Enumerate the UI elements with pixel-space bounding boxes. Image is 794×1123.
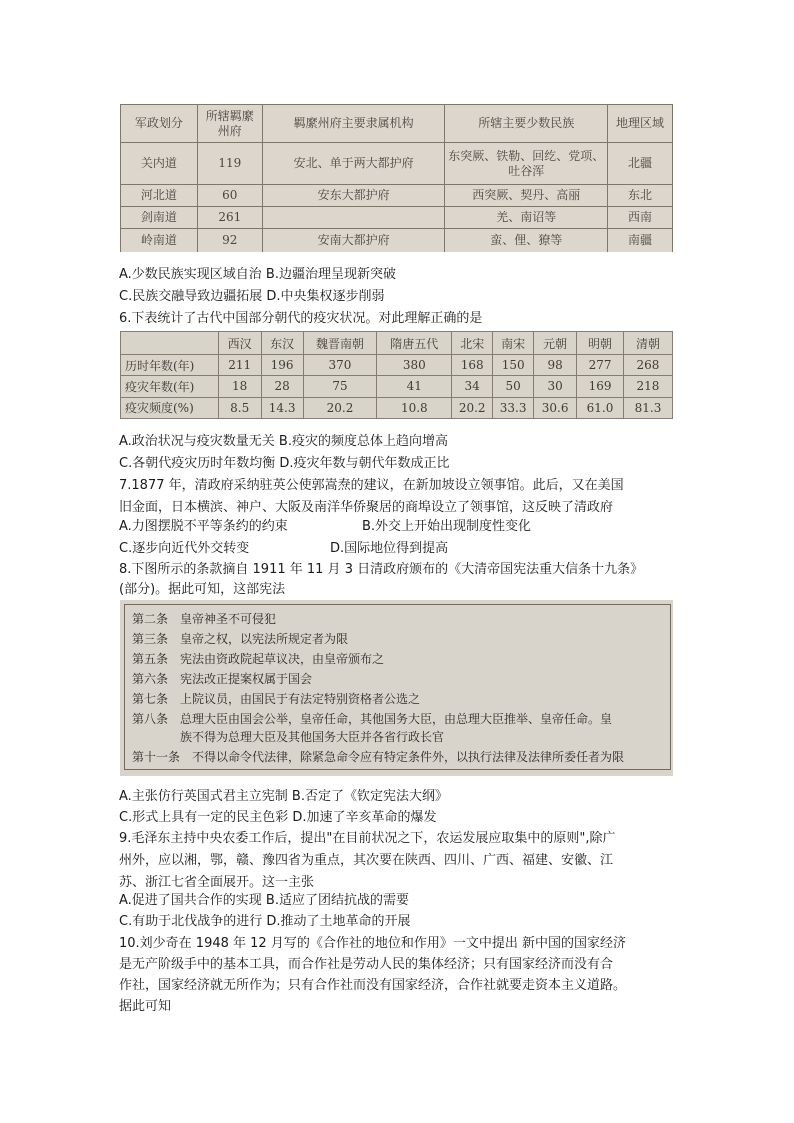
q7-option-c: C.逐步向近代外交转变 — [119, 541, 250, 556]
table-cell: 安北、单于两大都护府 — [262, 143, 445, 185]
table-cell: 81.3 — [623, 397, 672, 418]
table-cell: 370 — [303, 355, 377, 376]
table-header — [121, 332, 219, 355]
table-cell: 75 — [303, 376, 377, 397]
table-cell: 8.5 — [218, 397, 261, 418]
table-cell: 218 — [623, 376, 672, 397]
table-row — [121, 355, 673, 376]
table-cell: 蛮、俚、獠等 — [445, 229, 608, 253]
q5-options-line2: C.民族交融导致边疆拓展 D.中央集权逐步削弱 — [119, 289, 385, 304]
table-cell: 50 — [493, 376, 534, 397]
article-8-line1: 第八条 总理大臣由国会公举，皇帝任命，其他国务大臣，由总理大臣推举、皇帝任命。皇 — [132, 712, 613, 726]
table-cell: 安东大都护府 — [262, 185, 445, 207]
table-cell: 河北道 — [121, 185, 198, 207]
table-cell: 277 — [577, 355, 624, 376]
q8-stem-line2: (部分)。据此可知，这部宪法 — [119, 582, 286, 597]
table-header: 元朝 — [534, 332, 577, 355]
table-cell: 30 — [534, 376, 577, 397]
q5-options-line1: A.少数民族实现区域自治 B.边疆治理呈现新突破 — [119, 267, 396, 282]
table-cell: 119 — [197, 143, 262, 185]
article-8-line2: 族不得为总理大臣及其他国务大臣并各省行政长官 — [180, 730, 445, 744]
table-header-row — [121, 332, 673, 355]
q7-stem-line1: 7.1877 年，清政府采纳驻英公使郭嵩焘的建议，在新加坡设立领事馆。此后，又在美国 — [119, 478, 624, 493]
jimi-table — [120, 104, 673, 252]
table-cell: 380 — [377, 355, 452, 376]
table-cell: 60 — [197, 185, 262, 207]
table-cell: 261 — [197, 207, 262, 229]
q9-stem-line3: 苏、浙江七省全面展开。这一主张 — [119, 875, 315, 890]
table-cell: 61.0 — [577, 397, 624, 418]
table-cell: 268 — [623, 355, 672, 376]
table-cell: 北疆 — [608, 143, 673, 185]
q10-stem-line2: 是无产阶级手中的基本工具，而合作社是劳动人民的集体经济；只有国家经济而没有合 — [119, 957, 614, 972]
q7-option-a: A.力图摆脱不平等条约的约束 — [119, 519, 288, 534]
article-7: 第七条 上院议员，由国民于有法定特别资格者公选之 — [132, 692, 421, 706]
table-cell: 西突厥、契丹、高丽 — [445, 185, 608, 207]
table-header: 西汉 — [218, 332, 261, 355]
q7-option-b: B.外交上开始出现制度性变化 — [362, 519, 532, 534]
q9-stem-line1: 9.毛泽东主持中央农委工作后，提出"在目前状况之下，农运发展应取集中的原则",除广 — [119, 831, 616, 846]
article-2: 第二条 皇帝神圣不可侵犯 — [132, 612, 277, 626]
table-cell — [262, 207, 445, 229]
table-row — [121, 397, 673, 418]
constitution-excerpt-image — [120, 600, 673, 776]
table-cell: 20.2 — [303, 397, 377, 418]
table-cell: 20.2 — [452, 397, 493, 418]
table-cell: 剑南道 — [121, 207, 198, 229]
table-image-epidemics — [120, 331, 673, 419]
q6-stem: 6.下表统计了古代中国部分朝代的疫灾状况。对此理解正确的是 — [119, 311, 483, 326]
table-cell: 疫灾年数(年) — [121, 376, 219, 397]
table-cell: 10.8 — [377, 397, 452, 418]
table-cell: 169 — [577, 376, 624, 397]
table-cell: 41 — [377, 376, 452, 397]
table-cell: 98 — [534, 355, 577, 376]
table-cell: 南疆 — [608, 229, 673, 253]
q7-option-d: D.国际地位得到提高 — [330, 541, 449, 556]
table-cell: 东突厥、铁勒、回纥、党项、吐谷浑 — [445, 143, 608, 185]
table-row — [121, 229, 673, 253]
excerpt-frame — [124, 604, 671, 770]
table-cell: 安南大都护府 — [262, 229, 445, 253]
q10-stem-line4: 据此可知 — [119, 999, 172, 1014]
table-cell: 西南 — [608, 207, 673, 229]
table-header: 羁縻州府主要隶属机构 — [262, 105, 445, 143]
article-6: 第六条 宪法改正提案权属于国会 — [132, 672, 313, 686]
table-header: 南宋 — [493, 332, 534, 355]
table-header: 清朝 — [623, 332, 672, 355]
article-11: 第十一条 不得以命令代法律，除紧急命令应有特定条件外，以执行法律及法律所委任者为限 — [132, 750, 625, 764]
table-header: 所辖主要少数民族 — [445, 105, 608, 143]
q8-options-line2: C.形式上具有一定的民主色彩 D.加速了辛亥革命的爆发 — [119, 810, 437, 825]
table-cell: 羌、南诏等 — [445, 207, 608, 229]
table-row — [121, 207, 673, 229]
article-3: 第三条 皇帝之权，以宪法所规定者为限 — [132, 632, 349, 646]
q8-options-line1: A.主张仿行英国式君主立宪制 B.否定了《钦定宪法大纲》 — [119, 789, 448, 804]
q9-options-line1: A.促进了国共合作的实现 B.适应了团结抗战的需要 — [119, 893, 409, 908]
table-header: 明朝 — [577, 332, 624, 355]
table-cell: 14.3 — [261, 397, 303, 418]
table-cell: 历时年数(年) — [121, 355, 219, 376]
table-row — [121, 185, 673, 207]
table-cell: 28 — [261, 376, 303, 397]
table-header: 东汉 — [261, 332, 303, 355]
table-cell: 168 — [452, 355, 493, 376]
table-cell: 岭南道 — [121, 229, 198, 253]
table-cell: 30.6 — [534, 397, 577, 418]
epidemic-table — [120, 331, 673, 419]
article-5: 第五条 宪法由资政院起草议决，由皇帝颁布之 — [132, 652, 385, 666]
q9-options-line2: C.有助于北伐战争的进行 D.推动了土地革命的开展 — [119, 914, 411, 929]
q7-stem-line2: 旧金面，日本横滨、神户、大阪及南洋华侨聚居的商埠设立了领事馆，这反映了清政府 — [119, 500, 614, 515]
table-header: 北宋 — [452, 332, 493, 355]
table-cell: 33.3 — [493, 397, 534, 418]
table-cell: 150 — [493, 355, 534, 376]
table-cell: 18 — [218, 376, 261, 397]
table-cell: 92 — [197, 229, 262, 253]
table-header: 魏晋南朝 — [303, 332, 377, 355]
table-cell: 34 — [452, 376, 493, 397]
q10-stem-line1: 10.刘少奇在 1948 年 12 月写的《合作社的地位和作用》一文中提出 新中国的国家经济 — [119, 936, 626, 951]
q6-options-line2: C.各朝代疫灾历时年数均衡 D.疫灾年数与朝代年数成正比 — [119, 456, 450, 471]
table-cell: 211 — [218, 355, 261, 376]
q9-stem-line2: 州外，应以湘，鄂，赣、豫四省为重点，其次要在陕西、四川、广西、福建、安徽、江 — [119, 853, 614, 868]
table-cell: 关内道 — [121, 143, 198, 185]
table-image-jimi-prefectures — [120, 104, 673, 252]
table-cell: 疫灾频度(%) — [121, 397, 219, 418]
table-row — [121, 143, 673, 185]
q8-stem-line1: 8.下图所示的条款摘自 1911 年 11 月 3 日清政府颁布的《大清帝国宪法重大信条十九条》 — [119, 562, 644, 577]
table-header: 军政划分 — [121, 105, 198, 143]
table-header: 隋唐五代 — [377, 332, 452, 355]
table-row — [121, 376, 673, 397]
q10-stem-line3: 作社，国家经济就无所作为；只有合作社而没有国家经济，合作社就要走资本主义道路。 — [119, 978, 627, 993]
q6-options-line1: A.政治状况与疫灾数量无关 B.疫灾的频度总体上趋向增高 — [119, 434, 448, 449]
table-cell: 东北 — [608, 185, 673, 207]
table-header: 所辖羁縻州府 — [197, 105, 262, 143]
table-cell: 196 — [261, 355, 303, 376]
table-header: 地理区域 — [608, 105, 673, 143]
